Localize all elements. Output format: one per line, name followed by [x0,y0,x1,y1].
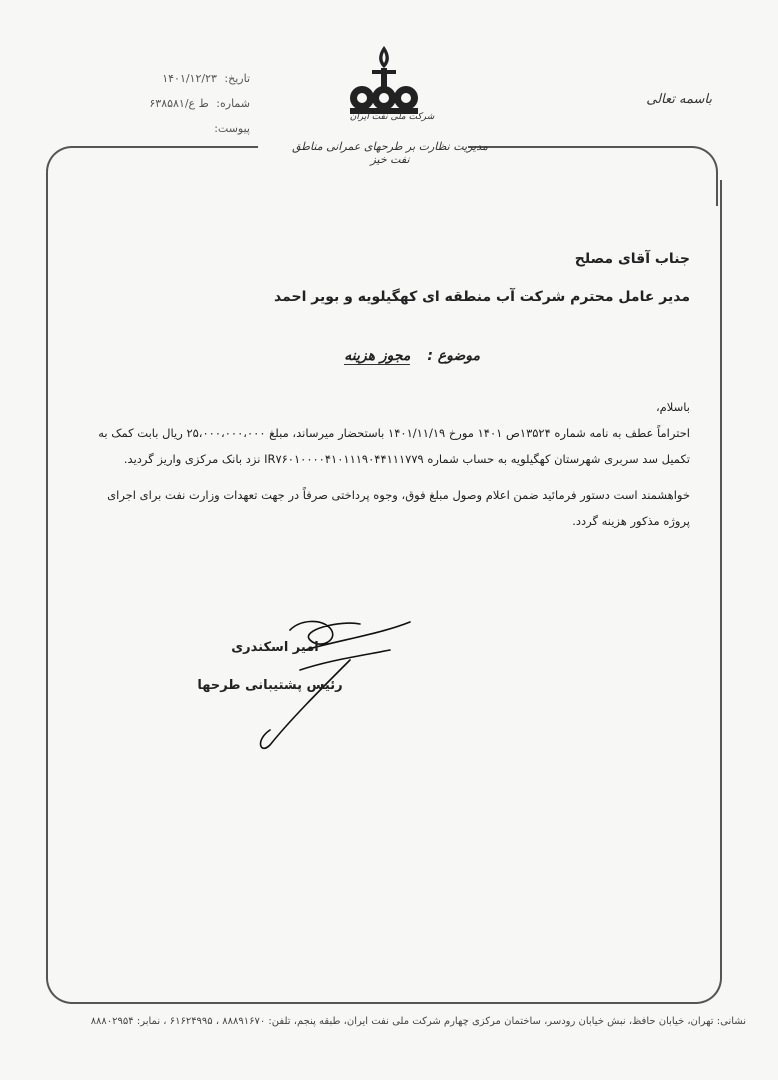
signatory-name: امیر اسکندری [231,640,319,655]
number-row [130,97,250,122]
company-logo [342,42,426,120]
recipient-name: جناب آقای مصلح [574,251,690,267]
signatory-title: رئیس پشتیبانی طرحها [197,678,343,693]
subject-line [80,348,480,364]
letter-content [80,240,690,534]
department-name: مدیریت نظارت بر طرحهای عمرانی مناطق نفت خیز [292,140,488,166]
footer-address: نشانی: تهران، خیابان حافظ، نبش خیابان رودسر، ساختمان مرکزی چهارم شرکت ملی نفت ایران، طبقه پنجم، تلفن: ۸۸۸۹۱۶۷۰ ، ۶۱۶۲۴۹۹۵ ، نمابر: ۸۸۸۰۲۹۵۴ [90,1016,746,1027]
company-name: شرکت ملی نفت ایران [349,112,435,122]
number-label: شماره: [216,97,250,110]
attachment-row [130,122,250,147]
salutation: باسلام، [655,400,690,414]
invocation: باسمه تعالی [646,92,712,107]
paragraph-2: خواهشمند است دستور فرمائید ضمن اعلام وصول مبلغ فوق، وجوه پرداختی صرفاً در جهت تعهدات وزارت نفت برای اجرای پروژه مذکور هزینه گردد. [107,488,690,528]
subject-value: مجوز هزینه [344,348,411,364]
letter-body [80,394,690,534]
subject-label: موضوع : [427,348,480,364]
recipient-title: مدیر عامل محترم شرکت آب منطقه ای کهگیلویه و بویر احمد [274,289,690,305]
date-row [130,72,250,97]
date-value: ۱۴۰۱/۱۲/۲۳ [162,72,217,85]
attachment-label: پیوست: [214,122,250,135]
number-value: ط ع/۶۳۸۵۸۱ [149,97,209,110]
letter-meta [130,72,250,147]
paragraph-1: احتراماً عطف به نامه شماره ۱۳۵۲۴ص ۱۴۰۱ مورخ ۱۴۰۱/۱۱/۱۹ باستحضار میرساند، مبلغ ۲۵،۰۰۰،۰۰۰،۰۰۰ ریال بابت کمک به تکمیل سد سربری شهرستان کهگیلویه به حساب شماره IR۷۶۰۱۰۰۰۰۴۱۰۱۱۱۹۰۴۴۱۱۱۷۷۹ نزد بانک مرکزی واریز گردید. [98,426,690,466]
date-label: تاریخ: [224,72,250,85]
